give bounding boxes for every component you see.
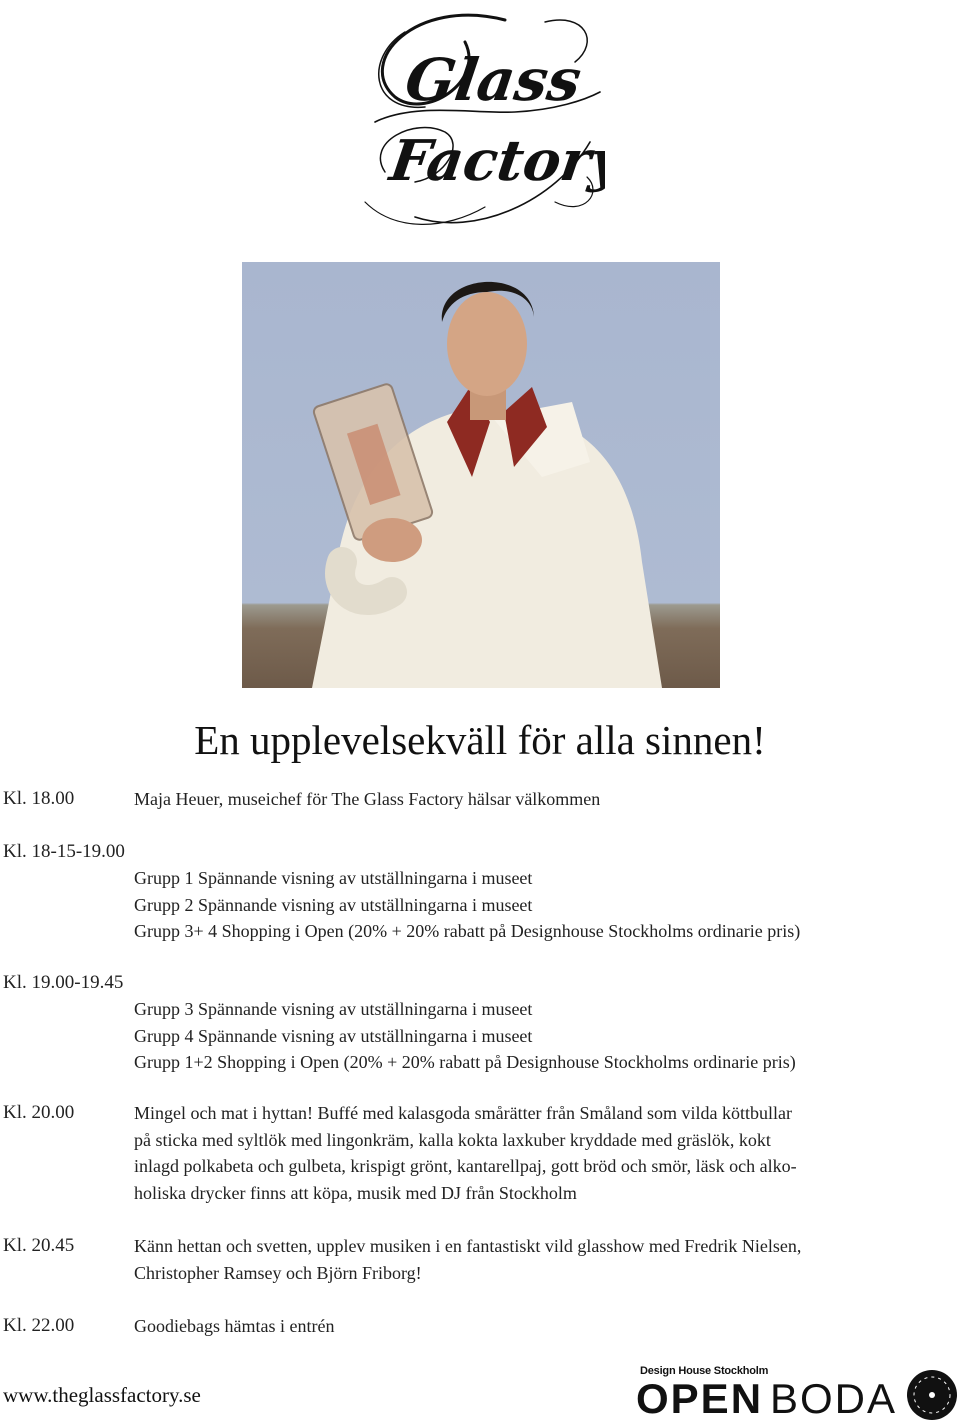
program-time: Kl. 18-15-19.00: [3, 841, 125, 862]
program-description: [134, 1100, 797, 1206]
program-line: Grupp 3 Spännande visning av utställningarna i museet: [134, 999, 533, 1019]
program-line: Maja Heuer, museichef för The Glass Factory hälsar välkommen: [134, 789, 601, 809]
glass-factory-logo: [355, 2, 605, 234]
boda-logo-word: BODA: [770, 1375, 898, 1422]
stamp-badge-icon: [906, 1369, 958, 1421]
program-line: Grupp 2 Spännande visning av utställningarna i museet: [134, 894, 533, 915]
program-time: Kl. 20.00: [3, 1102, 75, 1123]
program-line: på sticka med syltlök med lingonkräm, kalla kokta laxkuber kryddade med gräslök, kokt: [134, 1129, 771, 1150]
program-line: Känn hettan och svetten, upplev musiken i en fantastiskt vild glasshow med Fredrik Nielsen,: [134, 1236, 802, 1256]
program-description: [134, 1233, 801, 1286]
design-house-label: Design House Stockholm: [640, 1365, 769, 1377]
portrait-photo: [242, 262, 720, 688]
sponsor-logos: [636, 1365, 958, 1421]
program-time: Kl. 20.45: [3, 1235, 75, 1256]
program-time: Kl. 22.00: [3, 1315, 75, 1336]
program-line: Goodiebags hämtas i entrén: [134, 1316, 335, 1336]
program-line: Grupp 1 Spännande visning av utställningarna i museet: [134, 868, 533, 888]
program-line: holiska drycker finns att köpa, musik med DJ från Stockholm: [134, 1182, 577, 1203]
program-line: Christopher Ramsey och Björn Friborg!: [134, 1262, 422, 1283]
page-headline: En upplevelsekväll för alla sinnen!: [194, 717, 766, 763]
program-time: Kl. 18.00: [3, 788, 75, 809]
program-description: [134, 996, 796, 1076]
program-line: Mingel och mat i hyttan! Buffé med kalasgoda smårätter från Småland som vilda köttbullar: [134, 1103, 793, 1123]
svg-text:Glass: Glass: [401, 45, 586, 114]
program-line: inlagd polkabeta och gulbeta, krispigt grönt, kantarellpaj, gott bröd och smör, läsk och alko-: [134, 1156, 797, 1177]
program-line: Grupp 3+ 4 Shopping i Open (20% + 20% rabatt på Designhouse Stockholms ordinarie pris): [134, 921, 801, 942]
program-time: Kl. 19.00-19.45: [3, 972, 124, 993]
program-description: [134, 786, 600, 813]
program-description: [134, 1313, 334, 1340]
svg-text:Factory: Factory: [386, 128, 605, 194]
program-line: Grupp 4 Spännande visning av utställningarna i museet: [134, 1025, 533, 1046]
website-url[interactable]: www.theglassfactory.se: [3, 1383, 201, 1407]
open-logo-word: OPEN: [636, 1375, 764, 1422]
program-description: [134, 865, 800, 945]
program-line: Grupp 1+2 Shopping i Open (20% + 20% rabatt på Designhouse Stockholms ordinarie pris): [134, 1052, 796, 1073]
